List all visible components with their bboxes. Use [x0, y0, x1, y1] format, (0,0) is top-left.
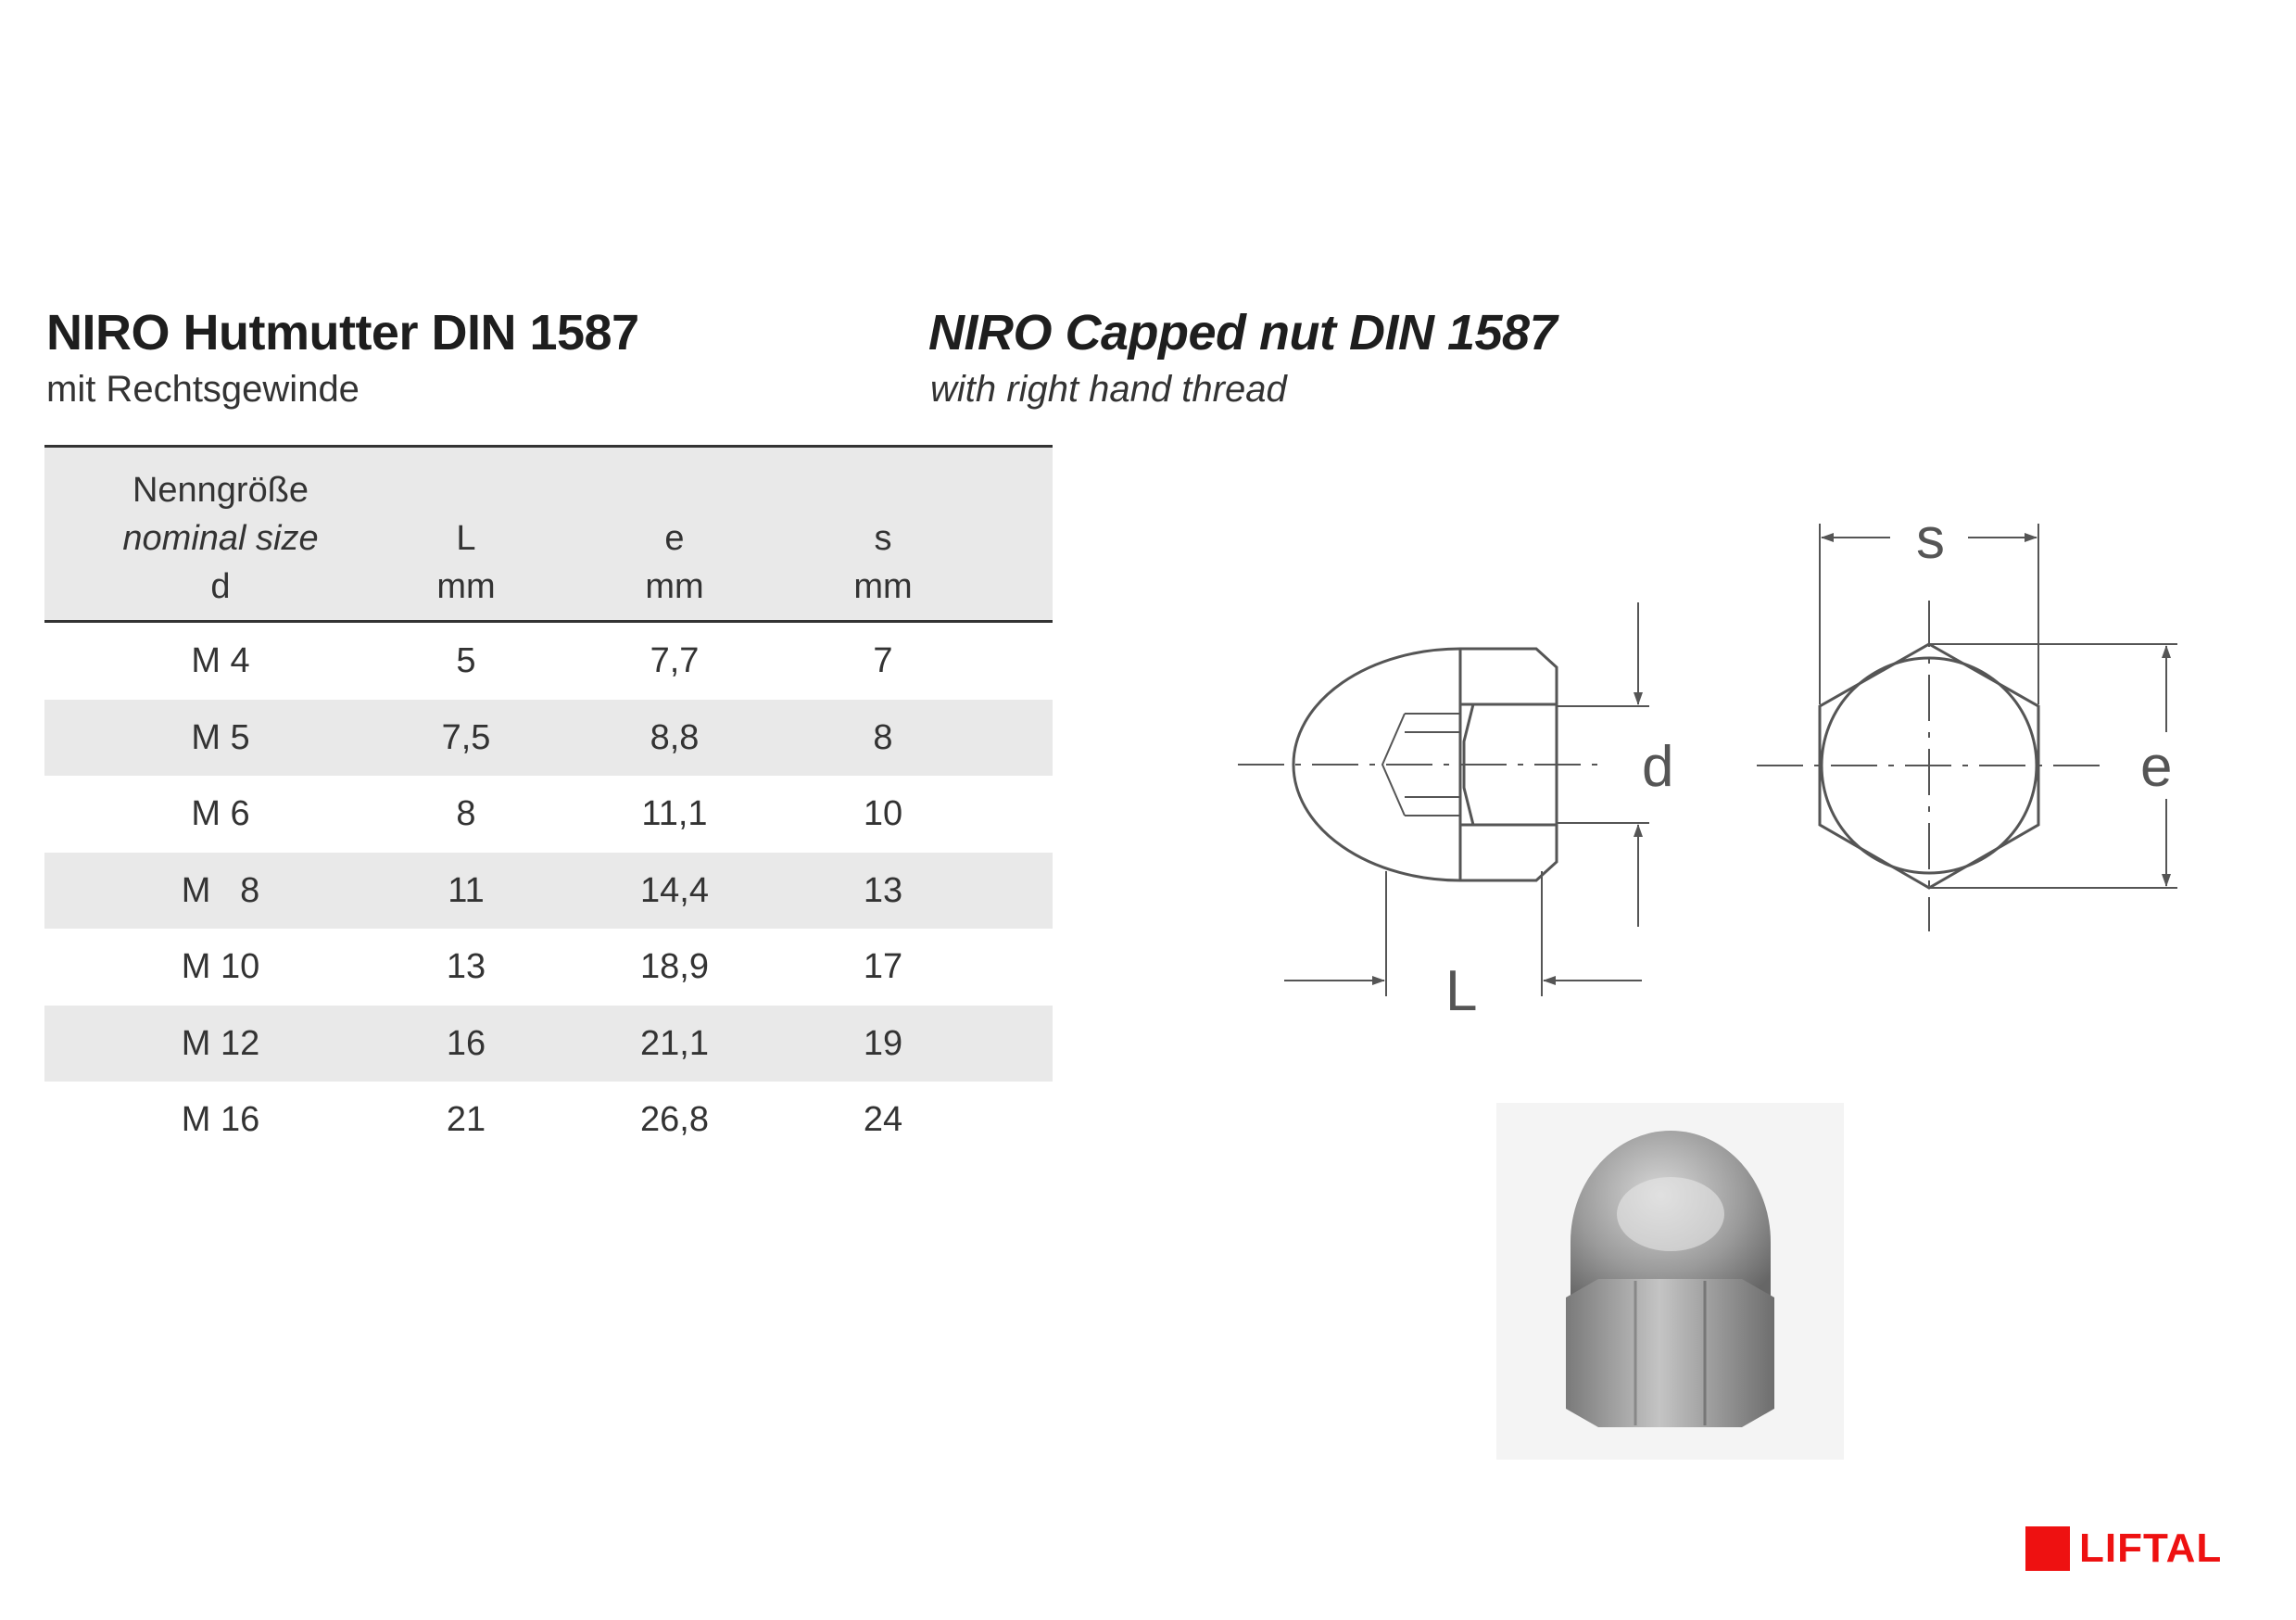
- cell-e: 14,4: [640, 870, 709, 910]
- cell-s: 19: [863, 1023, 903, 1063]
- cell-size: M 6: [191, 794, 250, 833]
- logo-square: [2025, 1526, 2070, 1571]
- logo-text: LIFTAL: [2079, 1525, 2223, 1571]
- cell-L: 7,5: [441, 717, 491, 757]
- header-symbol: L: [456, 519, 476, 558]
- header-symbol: s: [874, 519, 892, 558]
- cell-e: 11,1: [641, 794, 708, 833]
- cell-L: 8: [456, 794, 476, 833]
- cell-s: 24: [863, 1100, 903, 1139]
- cell-e: 21,1: [640, 1023, 709, 1063]
- label-s: s: [1916, 507, 1945, 571]
- cell-s: 8: [873, 717, 893, 757]
- header-unit: mm: [436, 567, 496, 606]
- cell-size: M 12: [181, 1023, 260, 1063]
- cell-size: M 8: [181, 870, 260, 910]
- header-label-en: nominal size: [122, 519, 319, 558]
- header-unit: mm: [853, 567, 913, 606]
- label-d: d: [1642, 735, 1674, 799]
- product-photo: [1496, 1103, 1844, 1460]
- subtitle-english: with right hand thread: [930, 369, 1287, 410]
- title-german: NIRO Hutmutter DIN 1587: [46, 305, 639, 361]
- cell-size: M 16: [181, 1100, 260, 1139]
- header-label-de: Nenngröße: [132, 471, 309, 510]
- cell-L: 5: [456, 641, 476, 680]
- top-view: [1757, 524, 2177, 931]
- header-unit: mm: [645, 567, 704, 606]
- cell-s: 13: [863, 870, 903, 910]
- cell-s: 10: [863, 794, 903, 833]
- cell-e: 8,8: [650, 717, 700, 757]
- cap-nut-image: [1496, 1103, 1844, 1460]
- cell-s: 7: [873, 641, 893, 680]
- cell-L: 21: [446, 1100, 486, 1139]
- cell-e: 18,9: [640, 947, 709, 986]
- cell-size: M 10: [181, 947, 260, 986]
- liftal-logo: [2025, 1525, 2222, 1572]
- cell-L: 13: [446, 947, 486, 986]
- cell-e: 7,7: [650, 641, 700, 680]
- subtitle-german: mit Rechtsgewinde: [46, 369, 360, 410]
- side-view: [1238, 602, 1649, 996]
- cell-L: 11: [448, 870, 485, 910]
- cell-size: M 4: [191, 641, 250, 680]
- header-symbol: d: [210, 567, 231, 606]
- label-L: L: [1445, 959, 1478, 1023]
- label-e: e: [2140, 735, 2173, 799]
- header-symbol: e: [664, 519, 685, 558]
- cell-size: M 5: [191, 717, 250, 757]
- cell-s: 17: [863, 947, 903, 986]
- title-english: NIRO Capped nut DIN 1587: [928, 305, 1558, 361]
- cell-L: 16: [446, 1023, 486, 1063]
- cell-e: 26,8: [640, 1100, 709, 1139]
